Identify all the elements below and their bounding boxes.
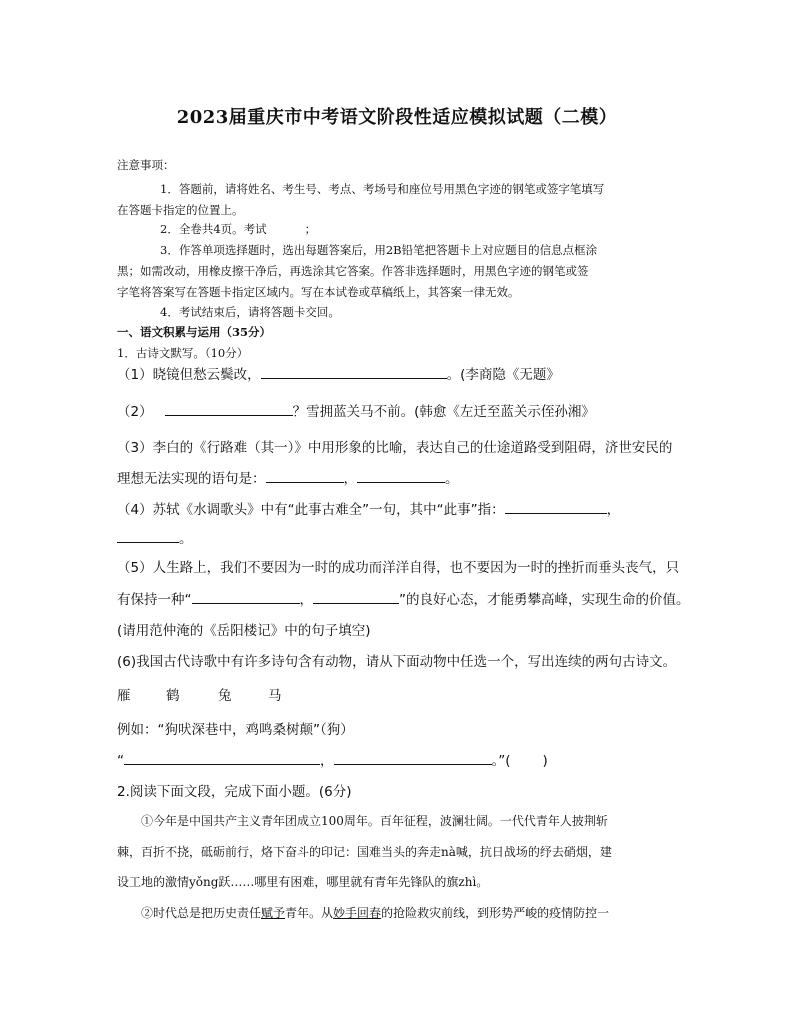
question-1-1 (117, 363, 560, 383)
question-1-6-line-1: (6)我国古代诗歌中有许多诗句含有动物，请从下面动物中任选一个，写出连续的两句古诗文。 (117, 654, 677, 670)
q1-6-text-a: “ (117, 753, 124, 769)
q1-6-text-c: 。”( (491, 753, 511, 769)
question-1-3-line-2 (117, 467, 459, 487)
q1-6-text-d: ) (542, 753, 548, 769)
answer-blank[interactable] (192, 589, 300, 604)
notice-item-2-text: 2．全卷共4页。考试 (160, 222, 267, 236)
notice-item-3-line-3: 字笔将答案写在答题卡指定区域内。写在本试卷或草稿纸上，其答案一律无效。 (117, 285, 520, 299)
passage-paragraph-1-line-2: 棘，百折不挠，砥砺前行，烙下奋斗的印记：国难当头的奔走nà喊，抗日战场的纾去硝烟，建 (117, 845, 612, 859)
answer-blank[interactable] (266, 468, 344, 483)
animal-option: 雁 (117, 688, 131, 704)
question-1-5-line-2 (117, 588, 690, 608)
notice-heading: 注意事项： (117, 158, 175, 172)
q1-4-text-a: （4）苏轼《水调歌头》中有“此事古难全”一句，其中“此事”指： (117, 502, 505, 518)
passage-paragraph-1-line-3: 设工地的激情yǒng跃……哪里有困难，哪里就有青年先锋队的旗zhì。 (117, 875, 489, 889)
q1-3-text-b: ， (343, 471, 357, 487)
p2-text-b: 青年。从 (285, 906, 334, 920)
notice-item-4: 4．考试结束后，请将答题卡交回。 (160, 305, 340, 319)
notice-item-3-line-2: 黑；如需改动，用橡皮擦干净后，再选涂其它答案。作答非选择题时，用黑色字迹的钢笔或签 (117, 264, 589, 278)
notice-item-1-line-2: 在答题卡指定的位置上。 (117, 203, 244, 217)
answer-blank[interactable] (334, 750, 492, 765)
question-1-3-line-1: （3）李白的《行路难（其一）》中用形象的比喻，表达自己的仕途道路受到阻碍，济世安民的 (117, 440, 673, 456)
p2-text-c: 的抢险救灾前线，到形势严峻的疫情防控一 (381, 906, 610, 920)
q1-3-text-c: 。 (445, 471, 459, 487)
answer-blank[interactable] (313, 589, 399, 604)
p2-text-a: ②时代总是把历史责任 (141, 906, 262, 920)
q1-4-text-c: 。 (179, 531, 193, 547)
passage-paragraph-1-line-1: ①今年是中国共产主义青年团成立100周年。百年征程，波澜壮阔。一代代青年人披荆斩 (141, 814, 608, 828)
animal-option: 鹤 (166, 688, 180, 704)
q1-1-text-a: （1）晓镜但愁云鬓改， (117, 367, 261, 383)
q1-5-text-a: 有保持一种“ (117, 592, 192, 608)
question-1-5-line-1: （5）人生路上，我们不要因为一时的成功而洋洋自得，也不要因为一时的挫折而垂头丧气，只 (117, 560, 680, 576)
answer-blank[interactable] (124, 750, 320, 765)
q1-5-text-b: ， (299, 592, 313, 608)
notice-item-2 (160, 221, 316, 237)
notice-item-3-line-1: 3．作答单项选择题时，选出每题答案后，用2B铅笔把答题卡上对应题目的信息点框涂 (160, 243, 598, 257)
q1-2-text-b: ？雪拥蓝关马不前。(韩愈《左迁至蓝关示侄孙湘》 (292, 404, 595, 420)
section-heading: 一、语文积累与运用（35分） (117, 325, 272, 339)
answer-blank[interactable] (505, 499, 607, 514)
question-1-6-example: 例如：“狗吠深巷中，鸡鸣桑树颠”（狗） (117, 722, 354, 738)
animal-option: 马 (268, 688, 282, 704)
q1-5-text-c: ”的良好心态，才能勇攀高峰，实现生命的价值。 (399, 592, 690, 608)
passage-paragraph-2-line-1 (141, 904, 609, 921)
question-1-4-line-1 (117, 498, 620, 518)
answer-blank[interactable] (117, 528, 179, 543)
q1-6-text-b: ， (320, 753, 334, 769)
answer-blank[interactable] (357, 468, 445, 483)
question-1-5-note: (请用范仲淹的《岳阳楼记》中的句子填空) (117, 623, 371, 639)
q1-4-text-b: ， (606, 502, 621, 518)
page-title: 2023届重庆市中考语文阶段性适应模拟试题（二模） (176, 107, 618, 128)
answer-blank[interactable] (165, 401, 293, 416)
answer-blank[interactable] (261, 364, 447, 379)
question-1-4-line-2 (117, 527, 193, 547)
q1-1-text-b: 。(李商隐《无题》 (446, 367, 560, 383)
question-1-6-answer-line (117, 749, 548, 769)
question-2-heading: 2.阅读下面文段，完成下面小题。(6分) (117, 784, 352, 800)
question-1-2 (117, 400, 595, 420)
underlined-word: 赋予 (261, 906, 286, 920)
question-1-heading: 1．古诗文默写。（10分） (117, 346, 249, 360)
q1-2-text-a: （2） (117, 404, 153, 420)
q1-3-text-a: 理想无法实现的语句是： (117, 471, 266, 487)
notice-item-2-tail: ； (304, 222, 317, 236)
notice-item-1-line-1: 1．答题前，请将姓名、考生号、考点、考场号和座位号用黑色字迹的钢笔或签字笔填写 (160, 182, 605, 196)
underlined-word: 妙手回春 (333, 906, 382, 920)
animal-option: 兔 (218, 688, 232, 704)
